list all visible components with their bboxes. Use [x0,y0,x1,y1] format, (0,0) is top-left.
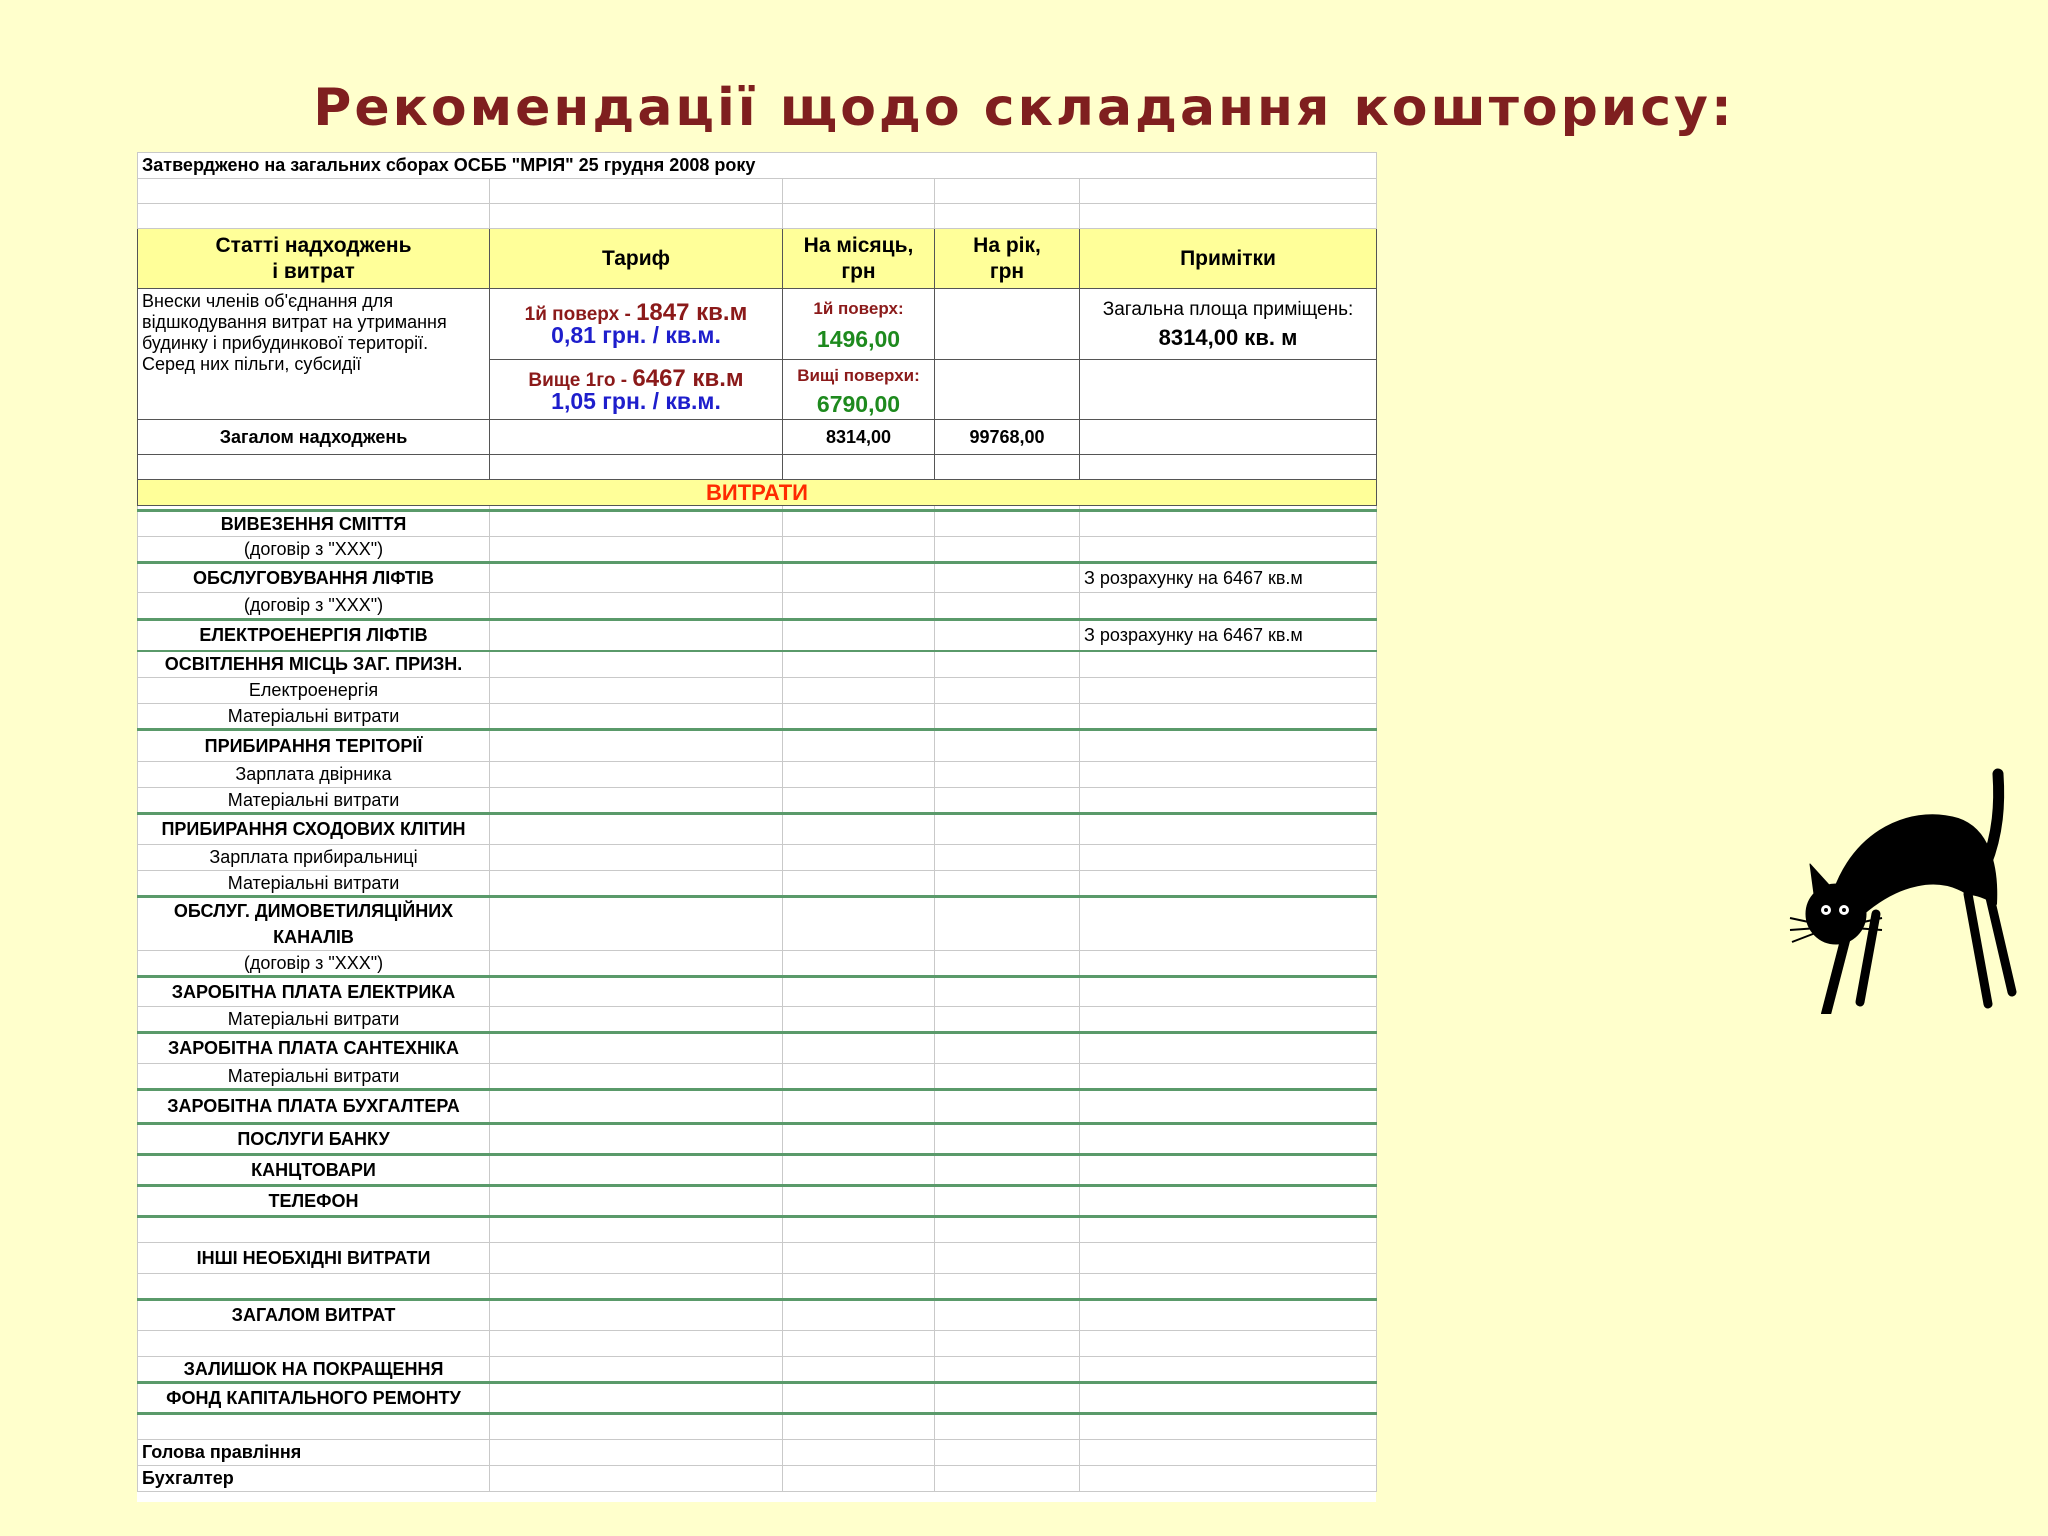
income-total-year: 99768,00 [935,420,1080,455]
table-row [138,951,1377,977]
table-row [138,1440,1377,1466]
table-row [138,1274,1377,1300]
header-month-line1: На місяць, [803,233,914,257]
table-row [138,788,1377,814]
income-total-note [1080,420,1377,455]
expense-stationery: КАНЦТОВАРИ [138,1155,490,1186]
income-total-month: 8314,00 [783,420,935,455]
expenses-header-row [138,480,1377,506]
table-row [138,651,1377,678]
table-row [138,455,1377,480]
expense-chimney-contract: (договір з "ХХХ") [138,951,490,977]
month2-value: 6790,00 [816,390,901,417]
year-first-floor [935,289,1080,360]
signature-chairman: Голова правління [138,1440,490,1466]
table-row [138,1186,1377,1217]
table-row [138,1243,1377,1274]
expense-territory-salary: Зарплата двірника [138,762,490,788]
expense-lifts-contract: (договір з "ХХХ") [138,593,490,620]
budget-table [137,152,1377,1492]
expenses-total: ЗАГАЛОМ ВИТРАТ [138,1300,490,1331]
table-row [138,1033,1377,1064]
header-month-line2: грн [841,259,876,283]
table-row [138,620,1377,651]
budget-spreadsheet [137,152,1376,1502]
table-row [138,563,1377,593]
tariff1-floor-label: 1й поверх - [524,304,637,325]
expense-lighting-materials: Матеріальні витрати [138,704,490,730]
tariff1-area: 1847 кв.м [636,299,748,326]
table-row [138,204,1377,229]
table-row [138,1331,1377,1357]
expense-plumber-materials: Матеріальні витрати [138,1064,490,1090]
expense-phone: ТЕЛЕФОН [138,1186,490,1217]
note-upper-floors [1080,360,1377,420]
table-row [138,511,1377,537]
tariff1-rate: 0,81 грн. / кв.м. [551,322,721,348]
slide-title: Рекомендації щодо складання кошторису: [313,78,1735,138]
table-row [138,845,1377,871]
table-row [138,1124,1377,1155]
tariff-first-floor [490,289,783,360]
tariff2-rate: 1,05 грн. / кв.м. [551,387,721,414]
expense-other: ІНШІ НЕОБХІДНІ ВИТРАТИ [138,1243,490,1274]
table-row [138,1383,1377,1414]
expense-garbage-contract: (договір з "ХХХ") [138,537,490,563]
header-year-line1: На рік, [973,233,1041,257]
tariff2-area: 6467 кв.м [632,364,744,392]
table-row [138,897,1377,951]
table-row [138,762,1377,788]
header-year-line2: грн [989,259,1025,283]
month-first-floor [783,289,935,360]
tariff2-floor-label: Вище 1го - [528,369,633,391]
header-items-line2: і витрат [272,259,355,283]
column-header-per-year [935,229,1080,289]
expense-lifts-note: З розрахунку на 6467 кв.м [1080,563,1377,593]
table-row [138,1466,1377,1492]
table-row [138,977,1377,1007]
column-header-per-month [783,229,935,289]
expense-lift-power: ЕЛЕКТРОЕНЕРГІЯ ЛІФТІВ [138,620,490,651]
expense-lighting-power: Електроенергія [138,678,490,704]
note-total-area [1080,289,1377,360]
expense-stairs-salary: Зарплата прибиральниці [138,845,490,871]
expense-territory-materials: Матеріальні витрати [138,788,490,814]
expense-lifts: ОБСЛУГОВУВАННЯ ЛІФТІВ [138,563,490,593]
approval-note: Затверджено на загальних сборах ОСББ "МРІЯ" 25 грудня 2008 року [138,153,1377,179]
black-cat-icon [1788,764,2018,1014]
income-total-tariff [490,420,783,455]
expense-lighting: ОСВІТЛЕННЯ МІСЦЬ ЗАГ. ПРИЗН. [138,651,490,678]
table-row [138,1090,1377,1124]
tariff-upper-floors [490,360,783,420]
table-row [138,1064,1377,1090]
income-description: Внески членів об'єднання для відшкодування витрат на утримання будинку і прибудинкової території. Серед них пільги, субсидії [138,289,490,420]
expense-bank: ПОСЛУГИ БАНКУ [138,1124,490,1155]
table-row [138,704,1377,730]
expense-accountant: ЗАРОБІТНА ПЛАТА БУХГАЛТЕРА [138,1090,490,1124]
month1-value: 1496,00 [816,326,901,352]
header-items-line1: Статті надходжень [215,233,412,257]
table-row [138,814,1377,845]
column-header-tariff: Тариф [490,229,783,289]
expense-electrician-materials: Матеріальні витрати [138,1007,490,1033]
table-row [138,1007,1377,1033]
income-total-label: Загалом надходжень [138,420,490,455]
surplus-label: ЗАЛИШОК НА ПОКРАЩЕННЯ [138,1357,490,1383]
table-row [138,537,1377,563]
income-total-row [138,420,1377,455]
income-row-first-floor [138,289,1377,360]
table-row [138,730,1377,762]
column-header-items [138,229,490,289]
expense-stairs: ПРИБИРАННЯ СХОДОВИХ КЛІТИН [138,814,490,845]
expense-chimney: ОБСЛУГ. ДИМОВЕТИЛЯЦІЙНИХ КАНАЛІВ [138,897,490,951]
table-row [138,1300,1377,1331]
table-row [138,179,1377,204]
expense-garbage: ВИВЕЗЕННЯ СМІТТЯ [138,511,490,537]
signature-accountant: Бухгалтер [138,1466,490,1492]
expense-territory: ПРИБИРАННЯ ТЕРІТОРІЇ [138,730,490,762]
expense-plumber: ЗАРОБІТНА ПЛАТА САНТЕХНІКА [138,1033,490,1064]
table-row [138,593,1377,620]
table-row [138,153,1377,179]
table-row [138,1357,1377,1383]
table-row [138,1217,1377,1243]
expense-lift-power-note: З розрахунку на 6467 кв.м [1080,620,1377,651]
table-header-row [138,229,1377,289]
table-row [138,871,1377,897]
month1-label: 1й поверх: [813,299,904,318]
repair-fund-label: ФОНД КАПІТАЛЬНОГО РЕМОНТУ [138,1383,490,1414]
month2-label: Вищі поверхи: [797,365,920,385]
column-header-notes: Примітки [1080,229,1377,289]
expenses-header: ВИТРАТИ [138,480,1377,506]
expense-stairs-materials: Матеріальні витрати [138,871,490,897]
note-area-label: Загальна площа приміщень: [1102,299,1354,320]
year-upper-floors [935,360,1080,420]
table-row [138,1414,1377,1440]
expense-electrician: ЗАРОБІТНА ПЛАТА ЕЛЕКТРИКА [138,977,490,1007]
table-row [138,1155,1377,1186]
month-upper-floors [783,360,935,420]
note-area-value: 8314,00 кв. м [1158,325,1298,350]
table-row [138,678,1377,704]
